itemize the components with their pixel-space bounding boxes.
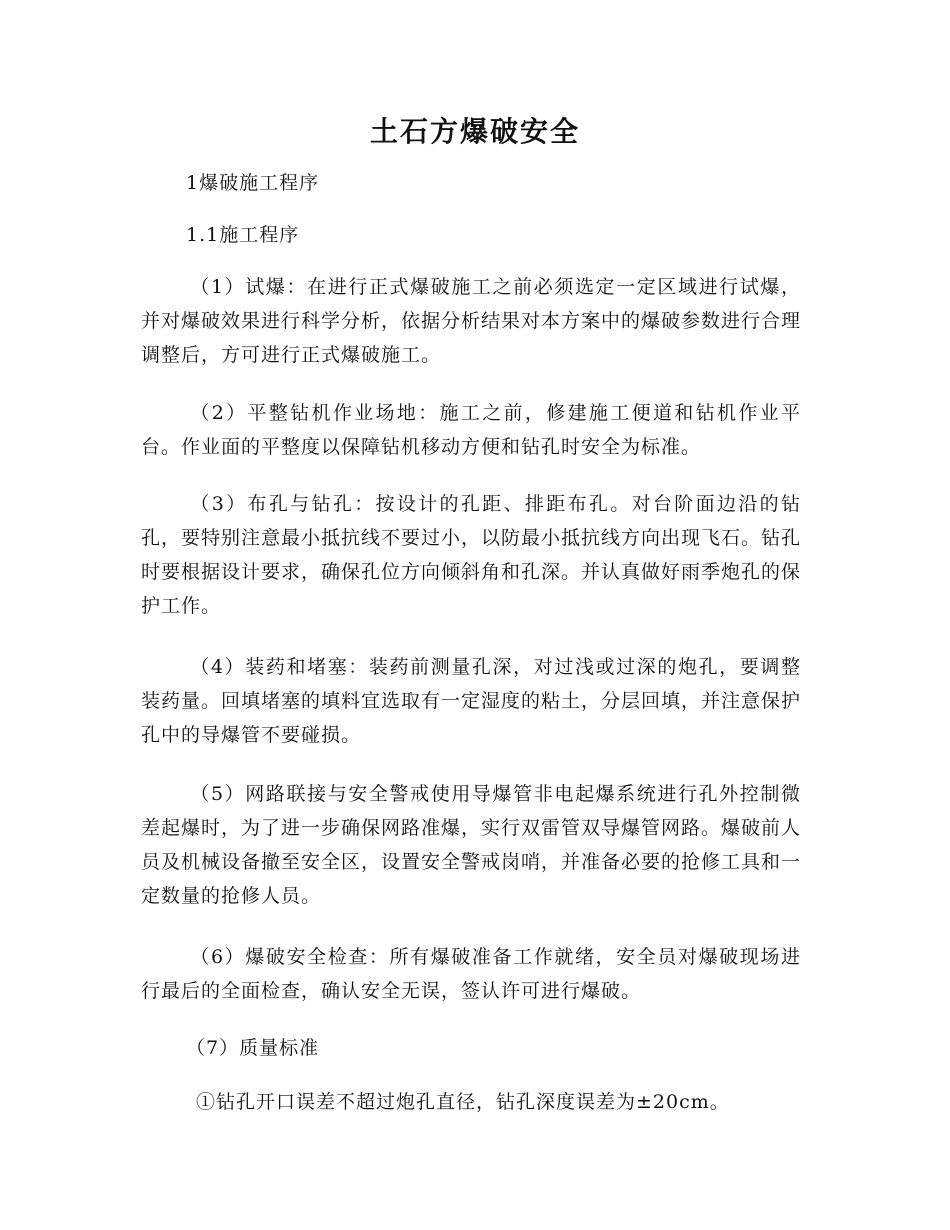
paragraph-3: （3）布孔与钻孔：按设计的孔距、排距布孔。对台阶面边沿的钻孔，要特别注意最小抵抗线不要过小，以防最小抵抗线方向出现飞石。钻孔时要根据设计要求，确保孔位方向倾斜角和孔深。并认真做好雨季炮孔的保护工作。 — [141, 493, 802, 617]
paragraph-1: （1）试爆：在进行正式爆破施工之前必须选定一定区域进行试爆，并对爆破效果进行科学分析，依据分析结果对本方案中的爆破参数进行合理调整后，方可进行正式爆破施工。 — [141, 276, 802, 366]
paragraph-4: （4）装药和堵塞：装药前测量孔深，对过浅或过深的炮孔，要调整装药量。回填堵塞的填料宜选取有一定湿度的粘土，分层回填，并注意保护孔中的导爆管不要碰损。 — [141, 656, 802, 746]
quality-heading: （7）质量标准 — [186, 1037, 320, 1059]
section-heading: 1爆破施工程序 — [186, 172, 320, 194]
paragraph-5: （5）网路联接与安全警戒使用导爆管非电起爆系统进行孔外控制微差起爆时，为了进一步确保网路准爆，实行双雷管双导爆管网路。爆破前人员及机械设备撤至安全区，设置安全警戒岗哨，并准备必要的抢修工具和一定数量的抢修人员。 — [141, 783, 802, 907]
quality-item-1: ①钻孔开口误差不超过炮孔直径，钻孔深度误差为±20cm。 — [196, 1091, 730, 1113]
subsection-heading: 1.1施工程序 — [186, 224, 300, 246]
document-title: 土石方爆破安全 — [369, 115, 580, 148]
paragraph-6: （6）爆破安全检查：所有爆破准备工作就绪，安全员对爆破现场进行最后的全面检查，确认安全无误，签认许可进行爆破。 — [141, 946, 801, 1002]
paragraph-2: （2）平整钻机作业场地：施工之前，修建施工便道和钻机作业平台。作业面的平整度以保障钻机移动方便和钻孔时安全为标准。 — [141, 402, 801, 458]
